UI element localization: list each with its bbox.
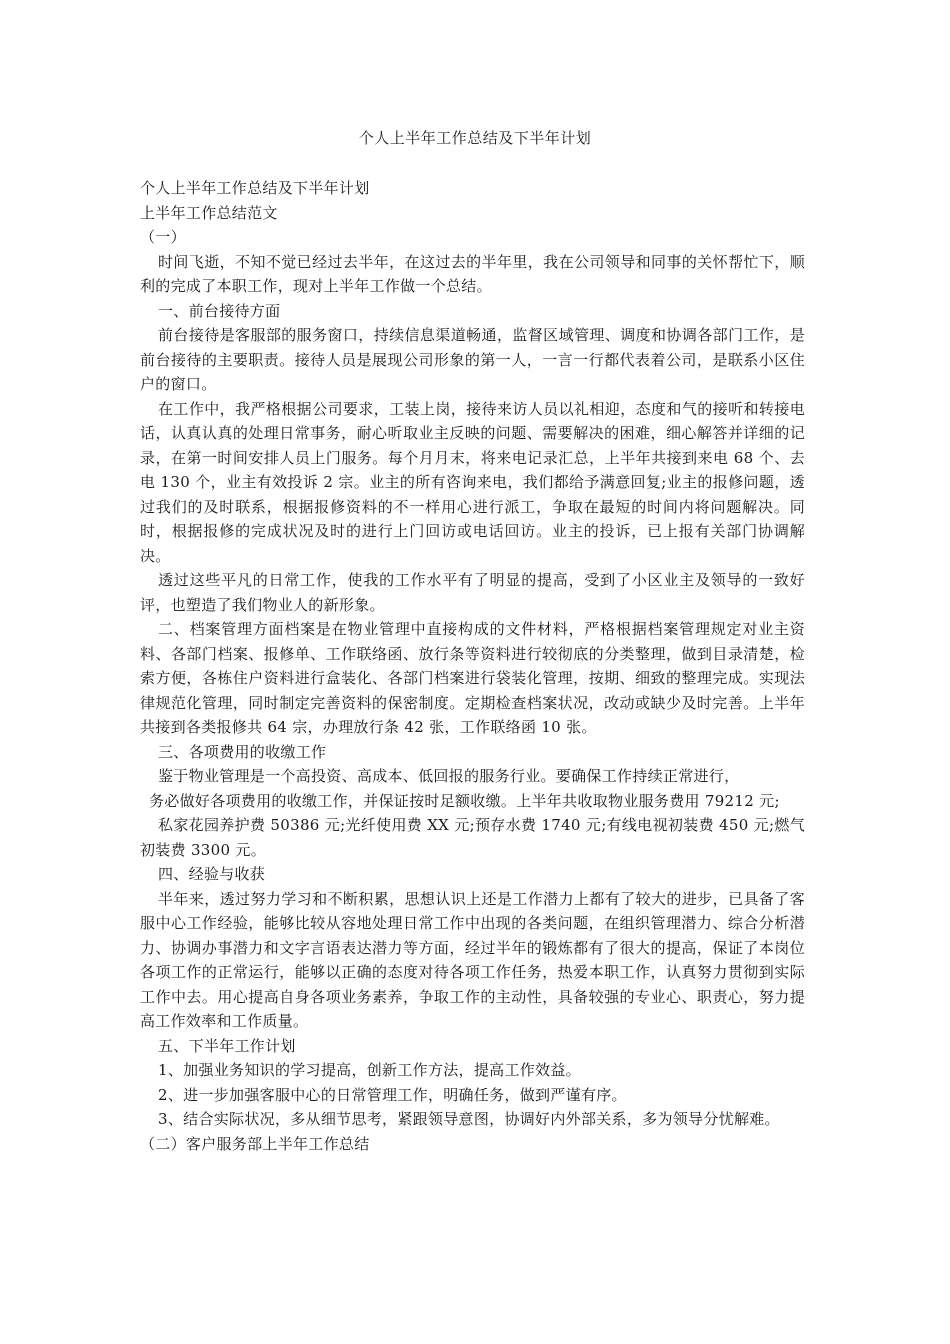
paragraph-experience: 半年来，透过努力学习和不断积累，思想认识上还是工作潜力上都有了较大的进步，已具备了客服中心工作经验，能够比较从容地处理日常工作中出现的各类问题，在组织管理潜力、综合分析潜力、协调办事潜力和文字言语表达潜力等方面，经过半年的锻炼都有了很大的提高，保证了本岗位各项工作的正常运行，能够以正确的态度对待各项工作任务，热爱本职工作，认真努力贯彻到实际工作中去。用心提高自身各项业务素养，争取工作的主动性，具备较强的专业心、职责心，努力提高工作效率和工作质量。 (140, 889, 805, 1030)
section-heading-fees: 三、各项费用的收缴工作 (158, 742, 327, 761)
heading-line: 个人上半年工作总结及下半年计划 (140, 179, 370, 197)
plan-item-1: 1、加强业务知识的学习提高，创新工作方法，提高工作效益。 (158, 1061, 581, 1079)
section-heading-reception: 一、前台接待方面 (158, 301, 281, 320)
paragraph-reception-work: 在工作中，我严格根据公司要求，工装上岗，接待来访人员以礼相迎，态度和气的接听和转接电话，认真认真的处理日常事务，耐心听取业主反映的问题、需要解决的困难，细心解答并详细的记录，在第一时间安排人员上门服务。每个月月末，将来电记录汇总，上半年共接到来电 68 个、去电 130 个，业主有效投诉 2 宗。业主的所有咨询来电，我们都给予满意回复;业主的报修问题，透过我们的及时联系，根据报修资料的不一样用心进行派工，争取在最短的时间内将问题解决。同时，根据报修的完成状况及时的进行上门回访或电话回访。业主的投诉，已上报有关部门协调解决。 (140, 399, 805, 565)
paragraph-archives: 二、档案管理方面档案是在物业管理中直接构成的文件材料，严格根据档案管理规定对业主资料、各部门档案、报修单、工作联络函、放行条等资料进行较彻底的分类整理，做到目录清楚，检索方便，各栋住户资料进行盒装化、各部门档案进行袋装化管理，按期、细致的整理完成。实现法律规范化管理，同时制定完善资料的保密制度。定期检查档案状况，改动或缺少及时完善。上半年共接到各类报修共 64 宗，办理放行条 42 张，工作联络函 10 张。 (140, 620, 805, 736)
plan-item-2: 2、进一步加强客服中心的日常管理工作，明确任务，做到严谨有序。 (158, 1085, 627, 1104)
paragraph-fees-1: 鉴于物业管理是一个高投资、高成本、低回报的服务行业。要确保工作持续正常进行， (158, 767, 740, 785)
section-marker-2: （二）客户服务部上半年工作总结 (140, 1134, 370, 1153)
plan-item-3: 3、结合实际状况，多从细节思考，紧跟领导意图，协调好内外部关系，多为领导分忧解难。 (158, 1110, 780, 1128)
document-title: 个人上半年工作总结及下半年计划 (358, 129, 592, 147)
paragraph-fees-2: 务必做好各项费用的收缴工作，并保证按时足额收缴。上半年共收取物业服务费用 79212 元; (149, 791, 780, 810)
paragraph-intro: 时间飞逝，不知不觉已经过去半年，在这过去的半年里，我在公司领导和同事的关怀帮忙下，顺利的完成了本职工作，现对上半年工作做一个总结。 (140, 252, 805, 295)
subheading-line: 上半年工作总结范文 (140, 203, 278, 222)
paragraph-reception-role: 前台接待是客服部的服务窗口，持续信息渠道畅通，监督区域管理、调度和协调各部门工作，是前台接待的主要职责。接待人员是展现公司形象的第一人，一言一行都代表着公司，是联系小区住户的窗口。 (140, 326, 805, 393)
paragraph-reception-result: 透过这些平凡的日常工作，使我的工作水平有了明显的提高，受到了小区业主及领导的一致好评，也塑造了我们物业人的新形象。 (140, 571, 805, 614)
section-heading-experience: 四、经验与收获 (158, 865, 266, 883)
document-body (140, 176, 805, 1156)
paragraph-fees-3: 私家花园养护费 50386 元;光纤使用费 XX 元;预存水费 1740 元;有线电视初装费 450 元;燃气初装费 3300 元。 (140, 816, 805, 859)
section-marker: （一） (140, 228, 186, 246)
section-heading-plan: 五、下半年工作计划 (158, 1036, 296, 1055)
